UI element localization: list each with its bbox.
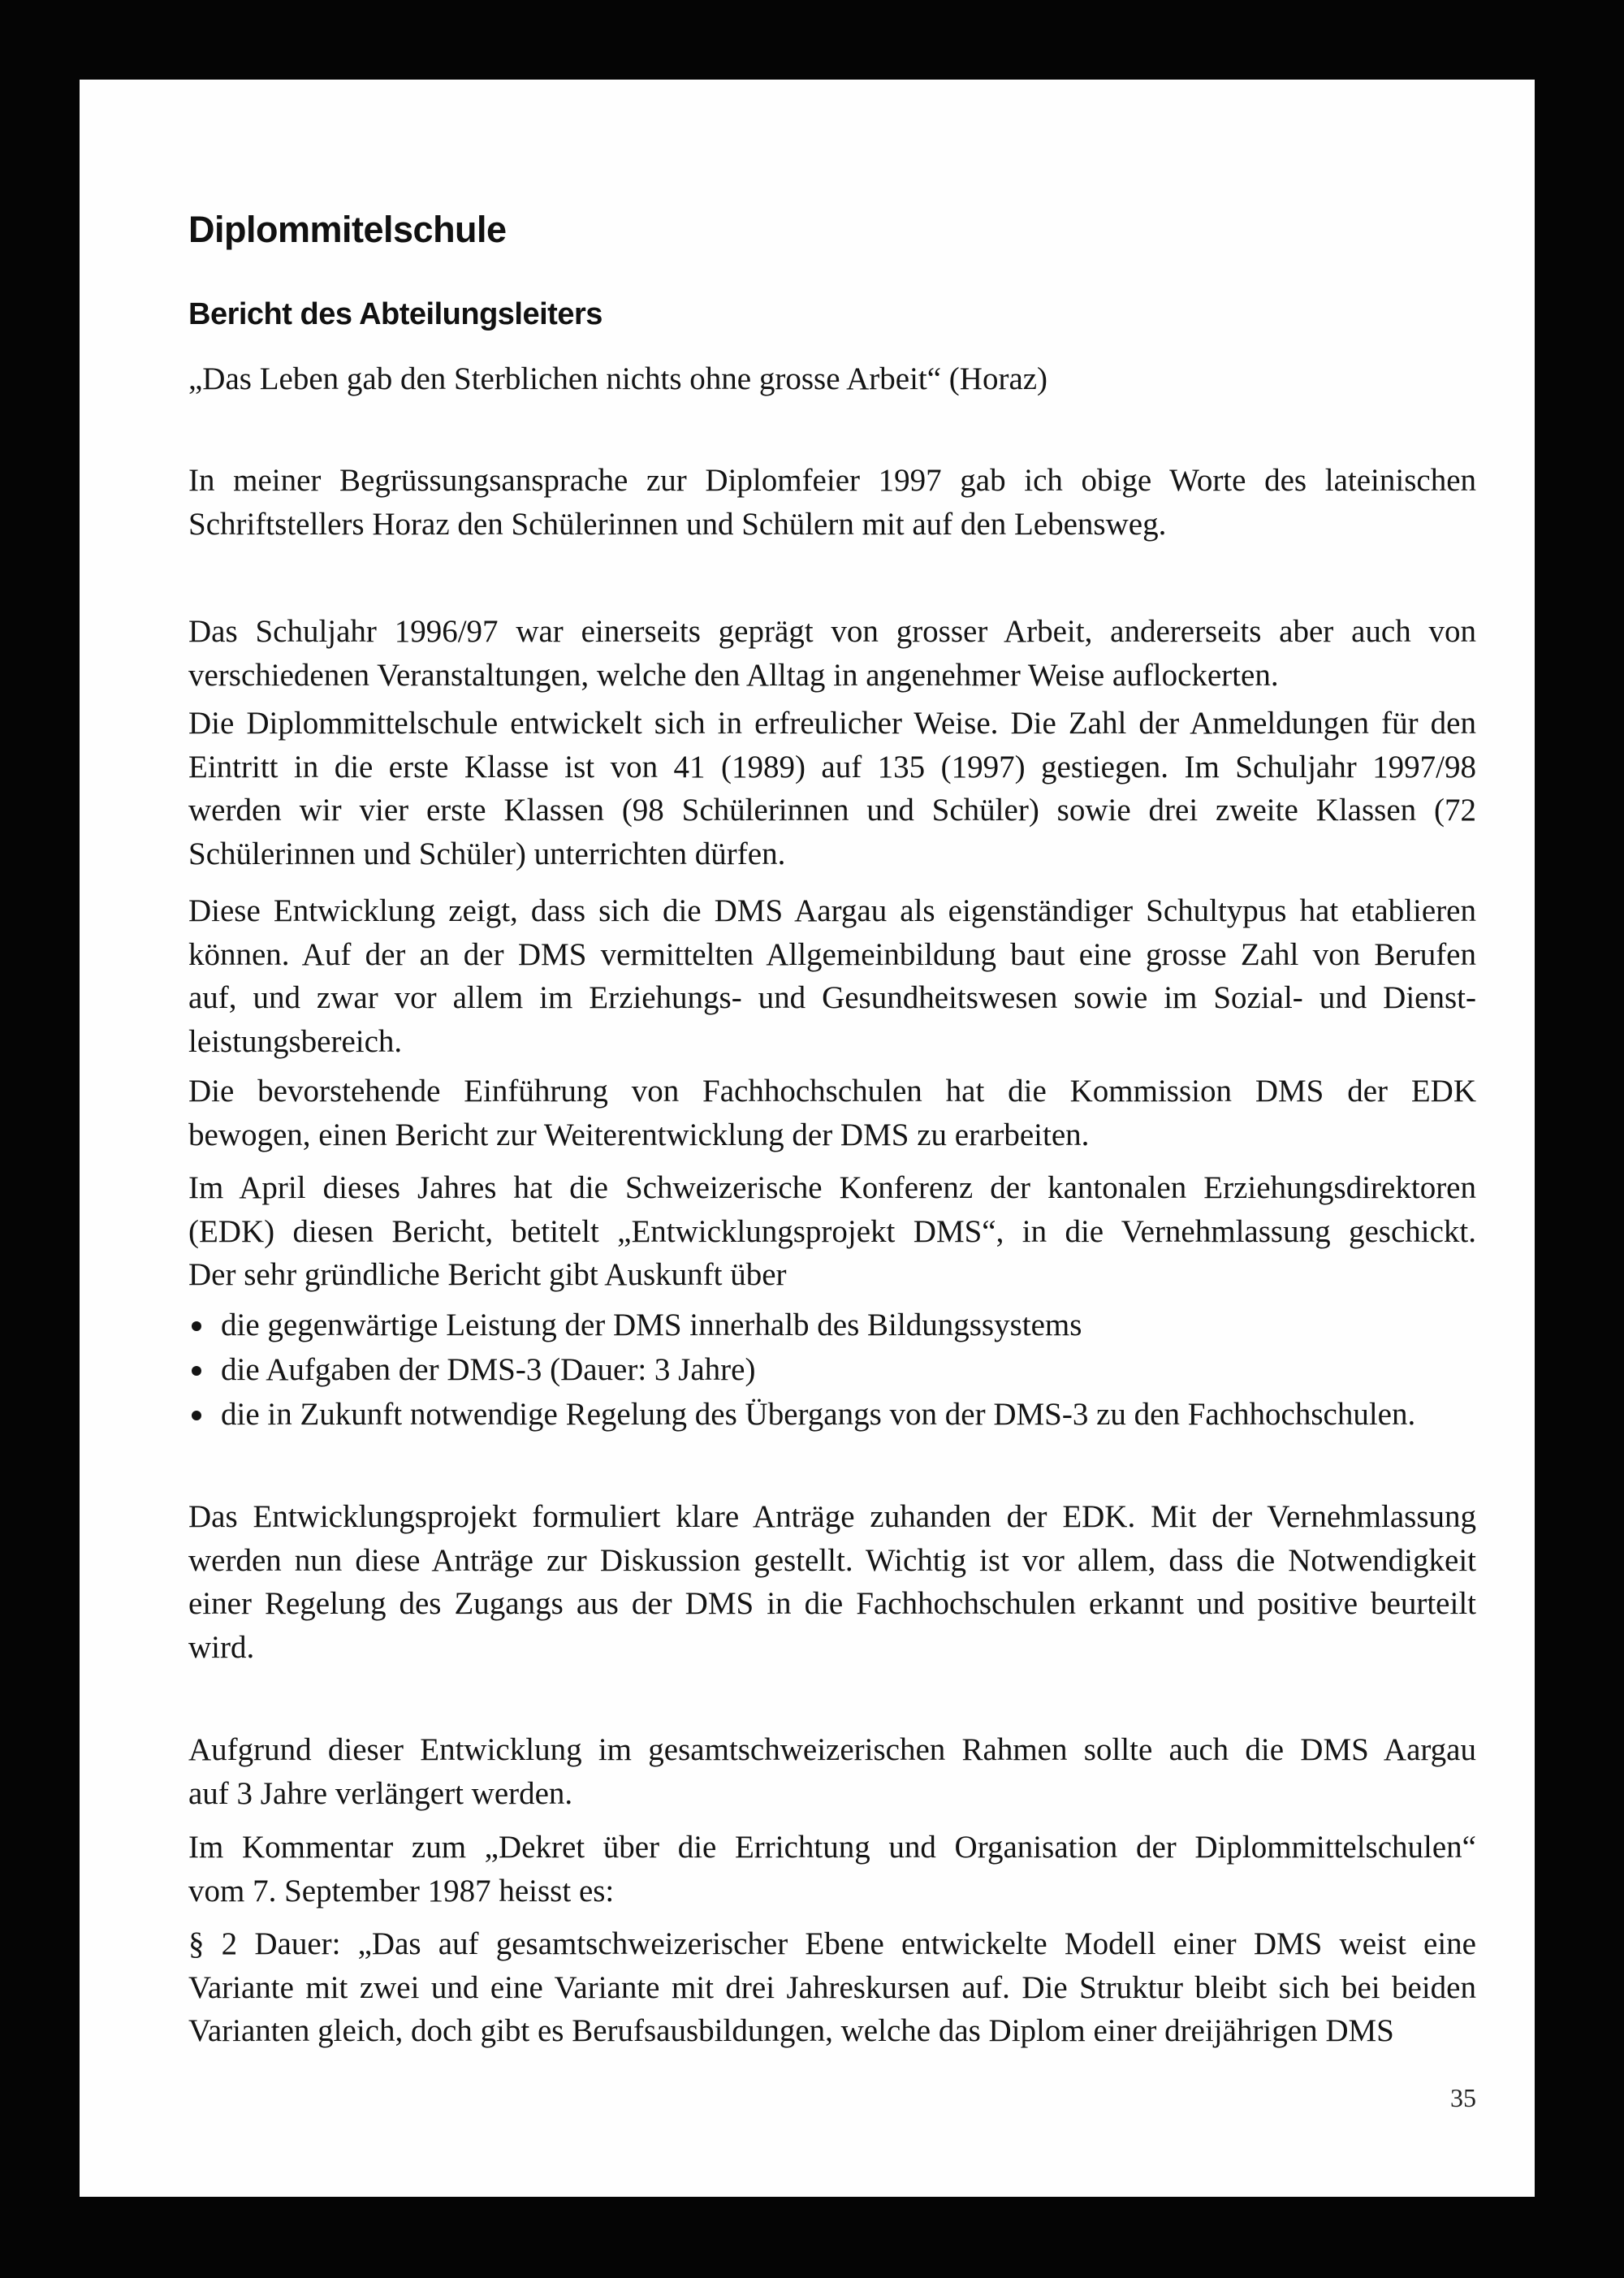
text-line: Diese Entwicklung zeigt, dass sich die DMS Aargau als eigenständiger Schultypus hat etablieren — [188, 893, 1476, 928]
bullet-list — [188, 1303, 1476, 1442]
text-line: leistungsbereich. — [188, 1024, 403, 1060]
page-title: Diplommitelschule — [188, 209, 507, 250]
text-line: Schülerinnen und Schüler) unterrichten dürfen. — [188, 836, 786, 872]
bullet-dot-icon — [192, 1321, 201, 1331]
paragraph — [188, 459, 1476, 546]
text-line: Der sehr gründliche Bericht gibt Auskunft über — [188, 1257, 787, 1293]
text-line: Im Kommentar zum „Dekret über die Errichtung und Organisation der Diplommittelschulen“ — [188, 1830, 1476, 1865]
bullet-dot-icon — [192, 1366, 201, 1376]
text-line: werden nun diese Anträge zur Diskussion gestellt. Wichtig ist vor allem, dass die Notwendigkeit — [188, 1542, 1476, 1578]
text-line: Im April dieses Jahres hat die Schweizerische Konferenz der kantonalen Erziehungsdirektoren — [188, 1170, 1476, 1205]
bullet-dot-icon — [192, 1411, 201, 1420]
paragraph — [188, 1826, 1476, 1913]
text-line: vom 7. September 1987 heisst es: — [188, 1873, 615, 1908]
text-line: Das Schuljahr 1996/97 war einerseits geprägt von grosser Arbeit, andererseits aber auch von — [188, 614, 1476, 649]
paragraph — [188, 1495, 1476, 1670]
paragraph — [188, 1922, 1476, 2053]
text-line: Die Diplommittelschule entwickelt sich in erfreulicher Weise. Die Zahl der Anmeldungen für den — [188, 706, 1476, 741]
paragraph — [188, 1166, 1476, 1297]
text-line: wird. — [188, 1630, 255, 1666]
paragraph — [188, 610, 1476, 697]
epigraph-quote: „Das Leben gab den Sterblichen nichts ohne grosse Arbeit“ (Horaz) — [188, 361, 1048, 396]
text-line: § 2 Dauer: „Das auf gesamtschweizerischer Ebene entwickelte Modell einer DMS weist eine — [188, 1926, 1476, 1961]
text-line: In meiner Begrüssungsansprache zur Diplomfeier 1997 gab ich obige Worte des lateinischen — [188, 463, 1476, 498]
text-line: auf 3 Jahre verlängert werden. — [188, 1775, 573, 1811]
page-number: 35 — [1450, 2083, 1476, 2112]
paragraph — [188, 1728, 1476, 1815]
text-line: verschiedenen Veranstaltungen, welche den Alltag in angenehmer Weise auflockerten. — [188, 657, 1279, 693]
text-line: Eintritt in die erste Klasse ist von 41 (1989) auf 135 (1997) gestiegen. Im Schuljahr 1997/98 — [188, 749, 1476, 785]
text-line: Das Entwicklungsprojekt formuliert klare Anträge zuhanden der EDK. Mit der Vernehmlassung — [188, 1499, 1476, 1534]
paragraph — [188, 889, 1476, 1064]
document-page — [80, 80, 1535, 2197]
text-line: können. Auf der an der DMS vermittelten Allgemeinbildung baut eine grosse Zahl von Berufen — [188, 936, 1476, 972]
text-line: Aufgrund dieser Entwicklung im gesamtschweizerischen Rahmen sollte auch die DMS Aargau — [188, 1732, 1476, 1767]
text-line: Variante mit zwei und eine Variante mit drei Jahreskursen auf. Die Struktur bleibt sich bei beiden — [188, 1969, 1476, 2005]
text-line: bewogen, einen Bericht zur Weiterentwicklung der DMS zu erarbeiten. — [188, 1117, 1090, 1152]
text-line: Schriftstellers Horaz den Schülerinnen und Schülern mit auf den Lebensweg. — [188, 506, 1167, 542]
section-heading: Bericht des Abteilungsleiters — [188, 297, 603, 331]
text-line: Varianten gleich, doch gibt es Berufsausbildungen, welche das Diplom einer dreijährigen DMS — [188, 2013, 1394, 2049]
paragraph — [188, 1070, 1476, 1156]
text-line: (EDK) diesen Bericht, betitelt „Entwicklungsprojekt DMS“, in die Vernehmlassung geschickt. — [188, 1213, 1476, 1249]
text-line: auf, und zwar vor allem im Erziehungs- und Gesundheitswesen sowie im Sozial- und Dienst- — [188, 980, 1476, 1016]
text-line: einer Regelung des Zugangs aus der DMS in die Fachhochschulen erkannt und positive beurteilt — [188, 1586, 1476, 1622]
bullet-text: die gegenwärtige Leistung der DMS innerhalb des Bildungssystems — [221, 1308, 1082, 1342]
text-line: Die bevorstehende Einführung von Fachhochschulen hat die Kommission DMS der EDK — [188, 1074, 1476, 1109]
text-line: werden wir vier erste Klassen (98 Schülerinnen und Schüler) sowie drei zweite Klassen (72 — [188, 793, 1476, 828]
bullet-text: die in Zukunft notwendige Regelung des Übergangs von der DMS-3 zu den Fachhochschulen. — [221, 1397, 1416, 1432]
paragraph — [188, 702, 1476, 876]
bullet-text: die Aufgaben der DMS-3 (Dauer: 3 Jahre) — [221, 1352, 756, 1387]
